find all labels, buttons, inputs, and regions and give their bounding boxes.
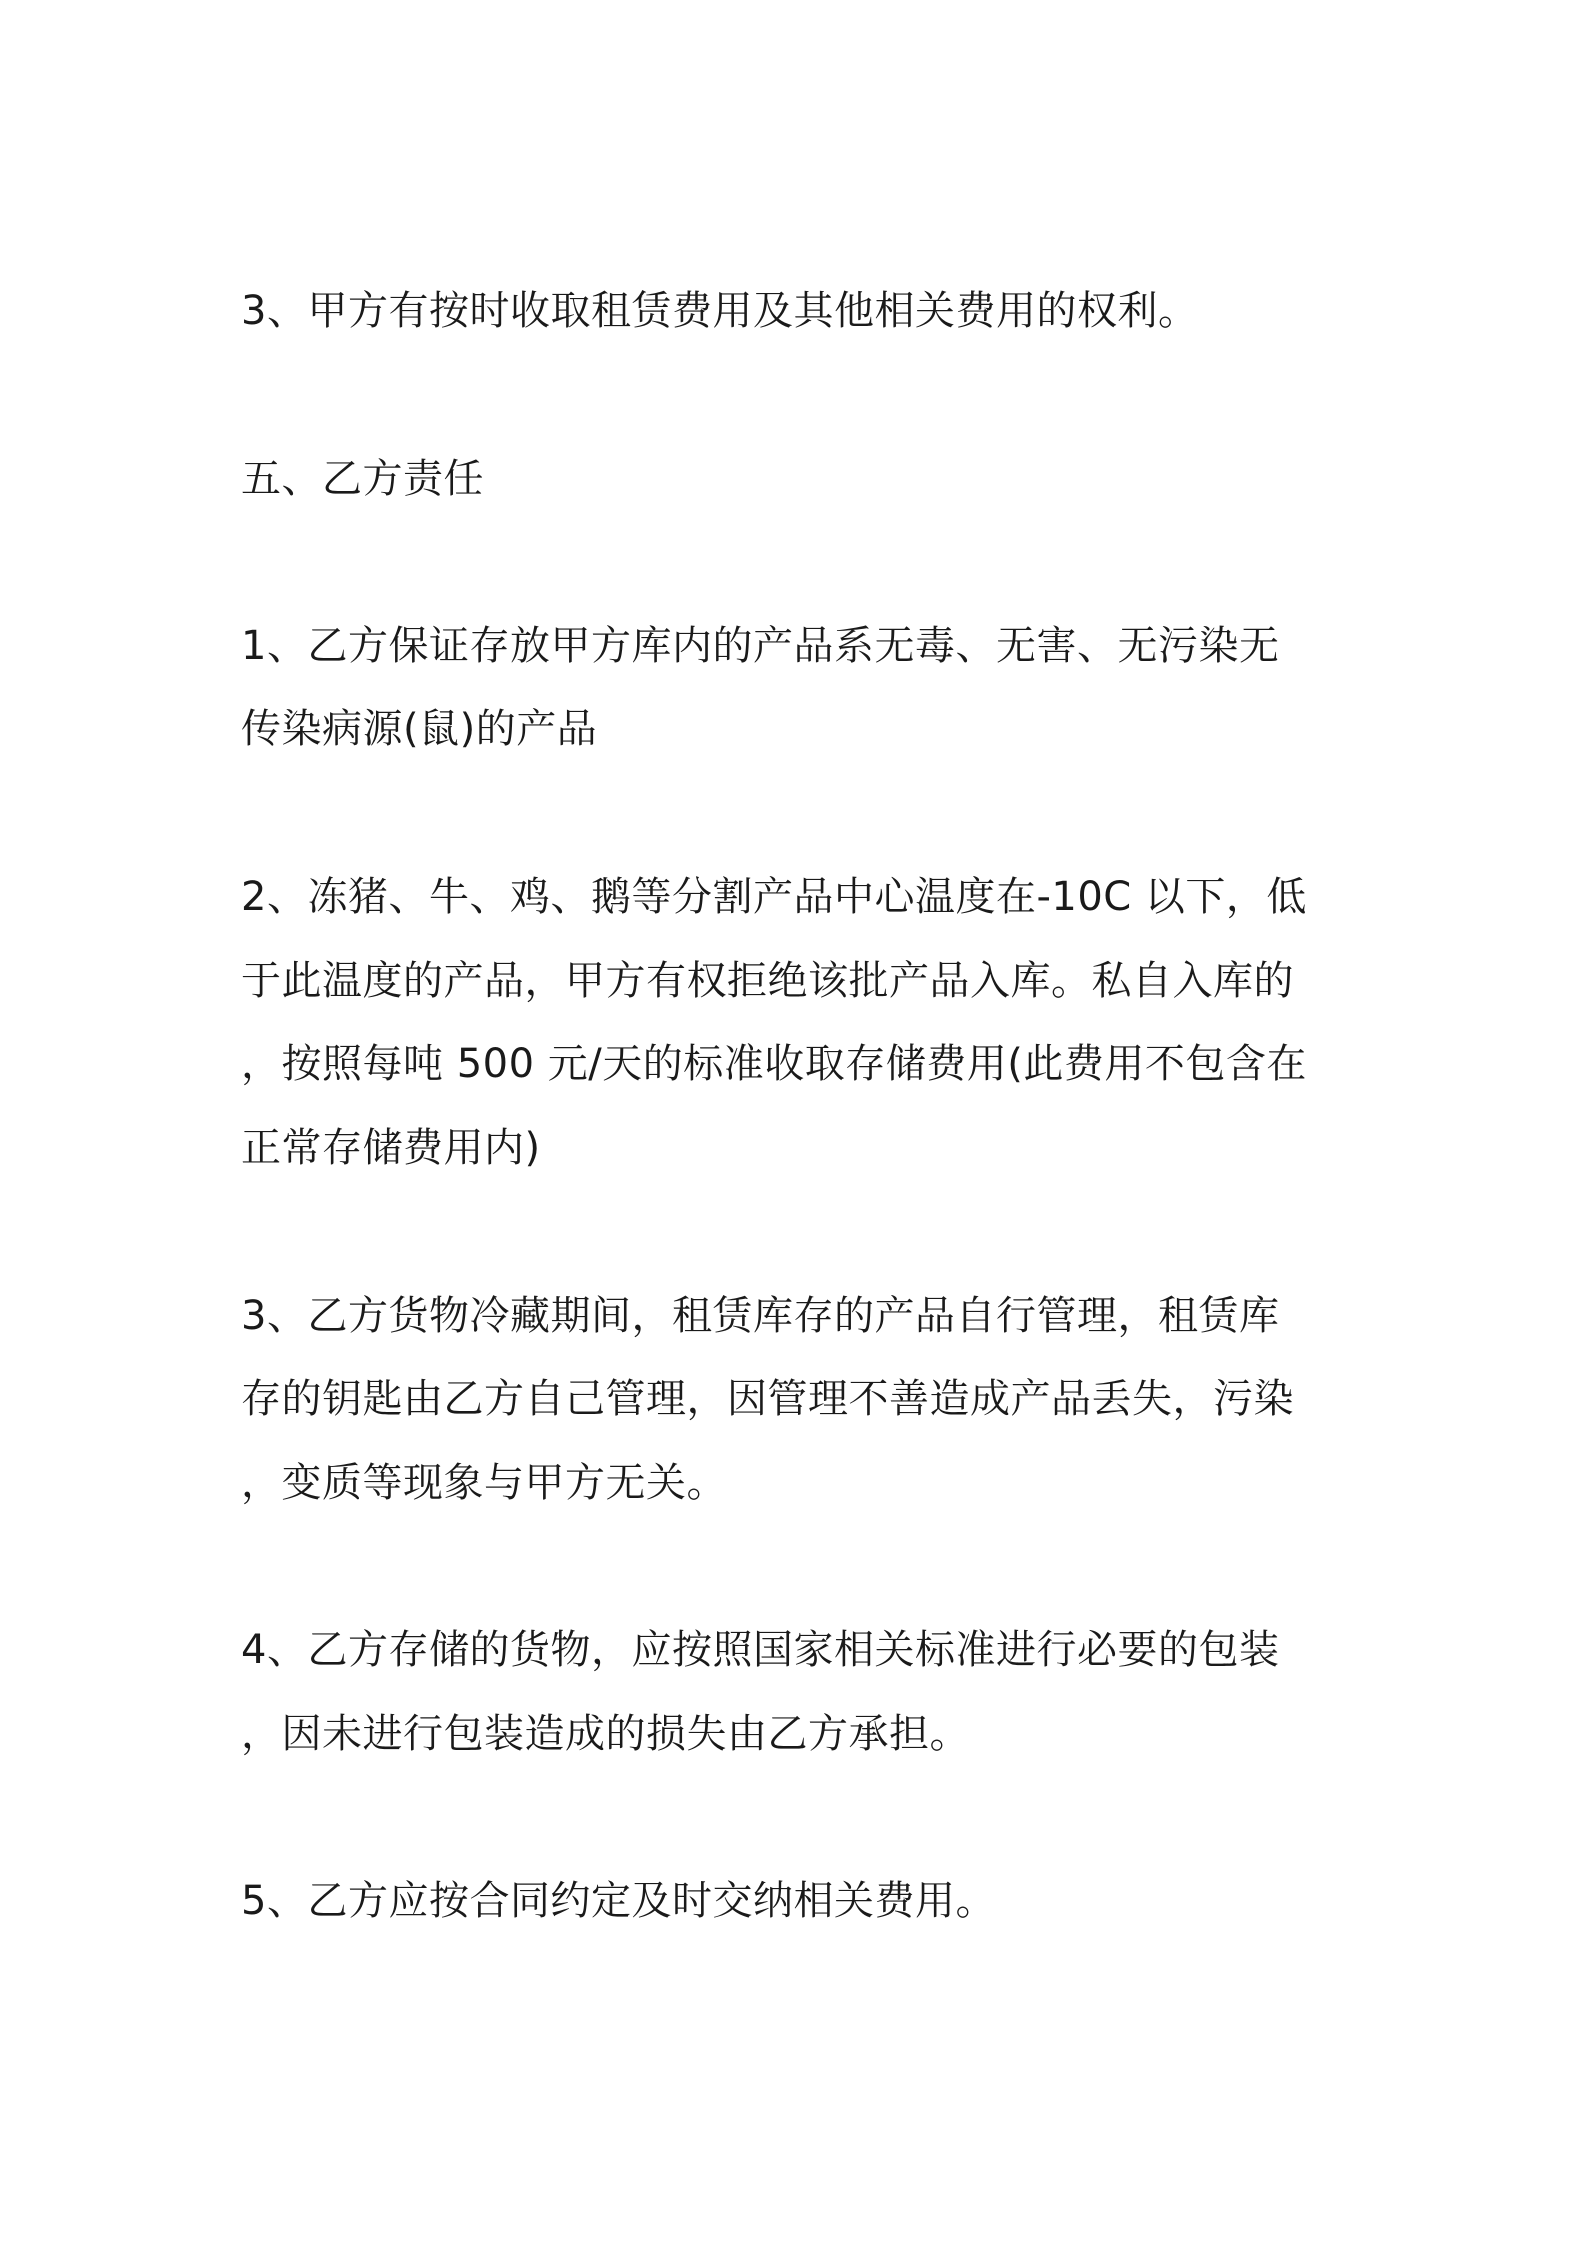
clause-party-b-3-line-2: 存的钥匙由乙方自己管理，因管理不善造成产品丢失，污染 xyxy=(241,1376,1294,1422)
clause-party-b-3-line-1: 3、乙方货物冷藏期间，租赁库存的产品自行管理，租赁库 xyxy=(241,1293,1280,1339)
clause-party-b-2-line-4: 正常存储费用内) xyxy=(241,1125,541,1171)
clause-party-b-1-line-2: 传染病源(鼠)的产品 xyxy=(241,706,598,752)
clause-party-b-2-line-3: ，按照每吨 500 元/天的标准收取存储费用(此费用不包含在 xyxy=(241,1041,1307,1087)
clause-party-b-3-line-3: ，变质等现象与甲方无关。 xyxy=(241,1460,727,1506)
clause-party-b-2-line-2: 于此温度的产品，甲方有权拒绝该批产品入库。私自入库的 xyxy=(241,958,1294,1004)
clause-party-b-5: 5、乙方应按合同约定及时交纳相关费用。 xyxy=(241,1878,996,1924)
section-heading-party-b: 五、乙方责任 xyxy=(241,456,484,502)
clause-party-b-4-line-2: ，因未进行包装造成的损失由乙方承担。 xyxy=(241,1711,970,1757)
clause-party-b-4-line-1: 4、乙方存储的货物，应按照国家相关标准进行必要的包装 xyxy=(241,1627,1280,1673)
clause-party-b-2-line-1: 2、冻猪、牛、鸡、鹅等分割产品中心温度在-10C 以下，低 xyxy=(241,874,1307,920)
clause-party-b-1-line-1: 1、乙方保证存放甲方库内的产品系无毒、无害、无污染无 xyxy=(241,623,1280,669)
clause-party-a-3: 3、甲方有按时收取租赁费用及其他相关费用的权利。 xyxy=(241,288,1199,334)
